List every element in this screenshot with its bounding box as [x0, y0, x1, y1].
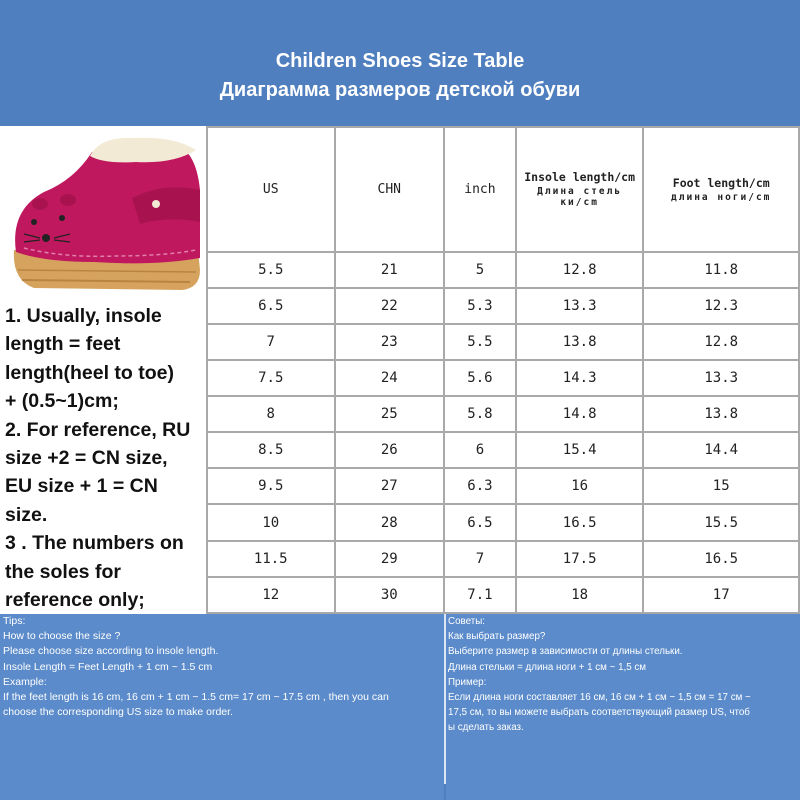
table-row	[207, 432, 799, 468]
table-row	[207, 288, 799, 324]
tips-en-line: If the feet length is 16 cm, 16 cm + 1 cm ~ 1.5 cm= 17 cm ~ 17.5 cm , then you can	[3, 691, 389, 704]
cell-foot: 16.5	[643, 541, 799, 577]
cell-foot: 12.3	[643, 288, 799, 324]
cell-chn: 25	[335, 396, 445, 432]
cell-insole: 16.5	[516, 504, 644, 540]
cell-foot: 13.3	[643, 360, 799, 396]
tips-en-line: Tips:	[3, 615, 26, 627]
cell-insole: 13.8	[516, 324, 644, 360]
table-row	[207, 504, 799, 540]
cell-us: 12	[207, 577, 335, 613]
cell-us: 5.5	[207, 252, 335, 288]
cell-insole: 15.4	[516, 432, 644, 468]
tips-en-line: Please choose size according to insole length.	[3, 645, 219, 658]
tips-ru-line: Советы:	[448, 616, 485, 627]
table-row	[207, 396, 799, 432]
table-row	[207, 468, 799, 504]
tips-en-line: Example:	[3, 675, 47, 688]
note-line: length(heel to toe)	[5, 361, 174, 384]
cell-us: 10	[207, 504, 335, 540]
cell-us: 6.5	[207, 288, 335, 324]
table-row	[207, 541, 799, 577]
tips-ru-line: Если длина ноги составляет 16 см, 16 см + 1 см ~ 1,5 см = 17 см ~	[448, 692, 751, 704]
header-chn: CHN	[335, 127, 445, 252]
note-line: 2. For reference, RU	[5, 418, 191, 441]
header	[0, 0, 800, 126]
note-line: 3 . The numbers on	[5, 532, 184, 555]
tips-en-line: choose the corresponding US size to make order.	[3, 706, 233, 719]
cell-chn: 29	[335, 541, 445, 577]
cell-chn: 26	[335, 432, 445, 468]
title-en: Children Shoes Size Table	[275, 50, 525, 72]
tips-ru-line: Как выбрать размер?	[448, 631, 546, 643]
cell-chn: 24	[335, 360, 445, 396]
cell-foot: 15	[643, 468, 799, 504]
tips-en	[0, 614, 444, 800]
cell-chn: 27	[335, 468, 445, 504]
note-line: reference only;	[5, 589, 145, 612]
title-ru: Диаграмма размеров детской обуви	[219, 79, 581, 101]
cell-foot: 17	[643, 577, 799, 613]
cell-inch: 5.3	[444, 288, 516, 324]
tips-en-line: How to choose the size ?	[3, 630, 121, 643]
table-body	[207, 252, 799, 614]
table-row	[207, 360, 799, 396]
note-line: + (0.5~1)cm;	[5, 390, 119, 413]
table-row	[207, 252, 799, 288]
cell-chn: 30	[335, 577, 445, 613]
note-line: size.	[5, 503, 48, 526]
header-insole-ru: Длина стель ки/cm	[537, 186, 623, 209]
cell-chn: 28	[335, 504, 445, 540]
table-row	[207, 324, 799, 360]
cell-us: 7.5	[207, 360, 335, 396]
tips-ru-line: Пример:	[448, 676, 487, 688]
header-inch: inch	[444, 127, 516, 252]
cell-us: 9.5	[207, 468, 335, 504]
cell-insole: 18	[516, 577, 644, 613]
tips-ru-line: ы сделать заказ.	[448, 722, 524, 734]
cell-chn: 23	[335, 324, 445, 360]
cell-insole: 16	[516, 468, 644, 504]
cell-us: 11.5	[207, 541, 335, 577]
cell-inch: 7.1	[444, 577, 516, 613]
tips-ru-line: Выберите размер в зависимости от длины стельки.	[448, 646, 683, 658]
cell-chn: 22	[335, 288, 445, 324]
cell-inch: 5.8	[444, 396, 516, 432]
left-panel	[0, 126, 206, 614]
note-line: size +2 = CN size,	[5, 447, 168, 470]
cell-insole: 14.3	[516, 360, 644, 396]
notes	[5, 302, 205, 614]
cell-inch: 5.6	[444, 360, 516, 396]
header-foot	[643, 127, 799, 252]
header-insole	[516, 127, 644, 252]
cell-us: 8.5	[207, 432, 335, 468]
cell-foot: 14.4	[643, 432, 799, 468]
note-line: EU size + 1 = CN	[5, 475, 158, 498]
cell-inch: 6	[444, 432, 516, 468]
header-insole-en: Insole length/cm	[524, 170, 636, 185]
note-line: the soles for	[5, 560, 121, 583]
cell-insole: 14.8	[516, 396, 644, 432]
cell-chn: 21	[335, 252, 445, 288]
cell-insole: 13.3	[516, 288, 644, 324]
cell-foot: 15.5	[643, 504, 799, 540]
note-line: 1. Usually, insole	[5, 305, 162, 327]
cell-inch: 6.3	[444, 468, 516, 504]
note-line: length = feet	[5, 333, 121, 356]
tips-ru-line: Длина стельки = длина ноги + 1 см ~ 1,5 см	[448, 661, 647, 673]
tips-en-line: Insole Length = Feet Length + 1 cm ~ 1.5 cm	[3, 660, 213, 673]
cell-us: 8	[207, 396, 335, 432]
cell-inch: 5.5	[444, 324, 516, 360]
cell-foot: 12.8	[643, 324, 799, 360]
shoe-image	[4, 130, 204, 300]
cell-insole: 17.5	[516, 541, 644, 577]
cell-us: 7	[207, 324, 335, 360]
cell-inch: 6.5	[444, 504, 516, 540]
cell-insole: 12.8	[516, 252, 644, 288]
table-row	[207, 577, 799, 613]
header-foot-ru: длина ноги/cm	[671, 191, 772, 203]
table-header-row	[207, 127, 799, 252]
tips-ru-line: 17,5 см, то вы можете выбрать соответствующий размер US, чтоб	[448, 707, 750, 719]
cell-foot: 13.8	[643, 396, 799, 432]
cell-foot: 11.8	[643, 252, 799, 288]
cell-inch: 5	[444, 252, 516, 288]
header-us: US	[207, 127, 335, 252]
cell-inch: 7	[444, 541, 516, 577]
header-foot-en: Foot length/cm	[672, 175, 770, 190]
size-table	[206, 126, 800, 614]
tips-ru	[446, 614, 800, 800]
